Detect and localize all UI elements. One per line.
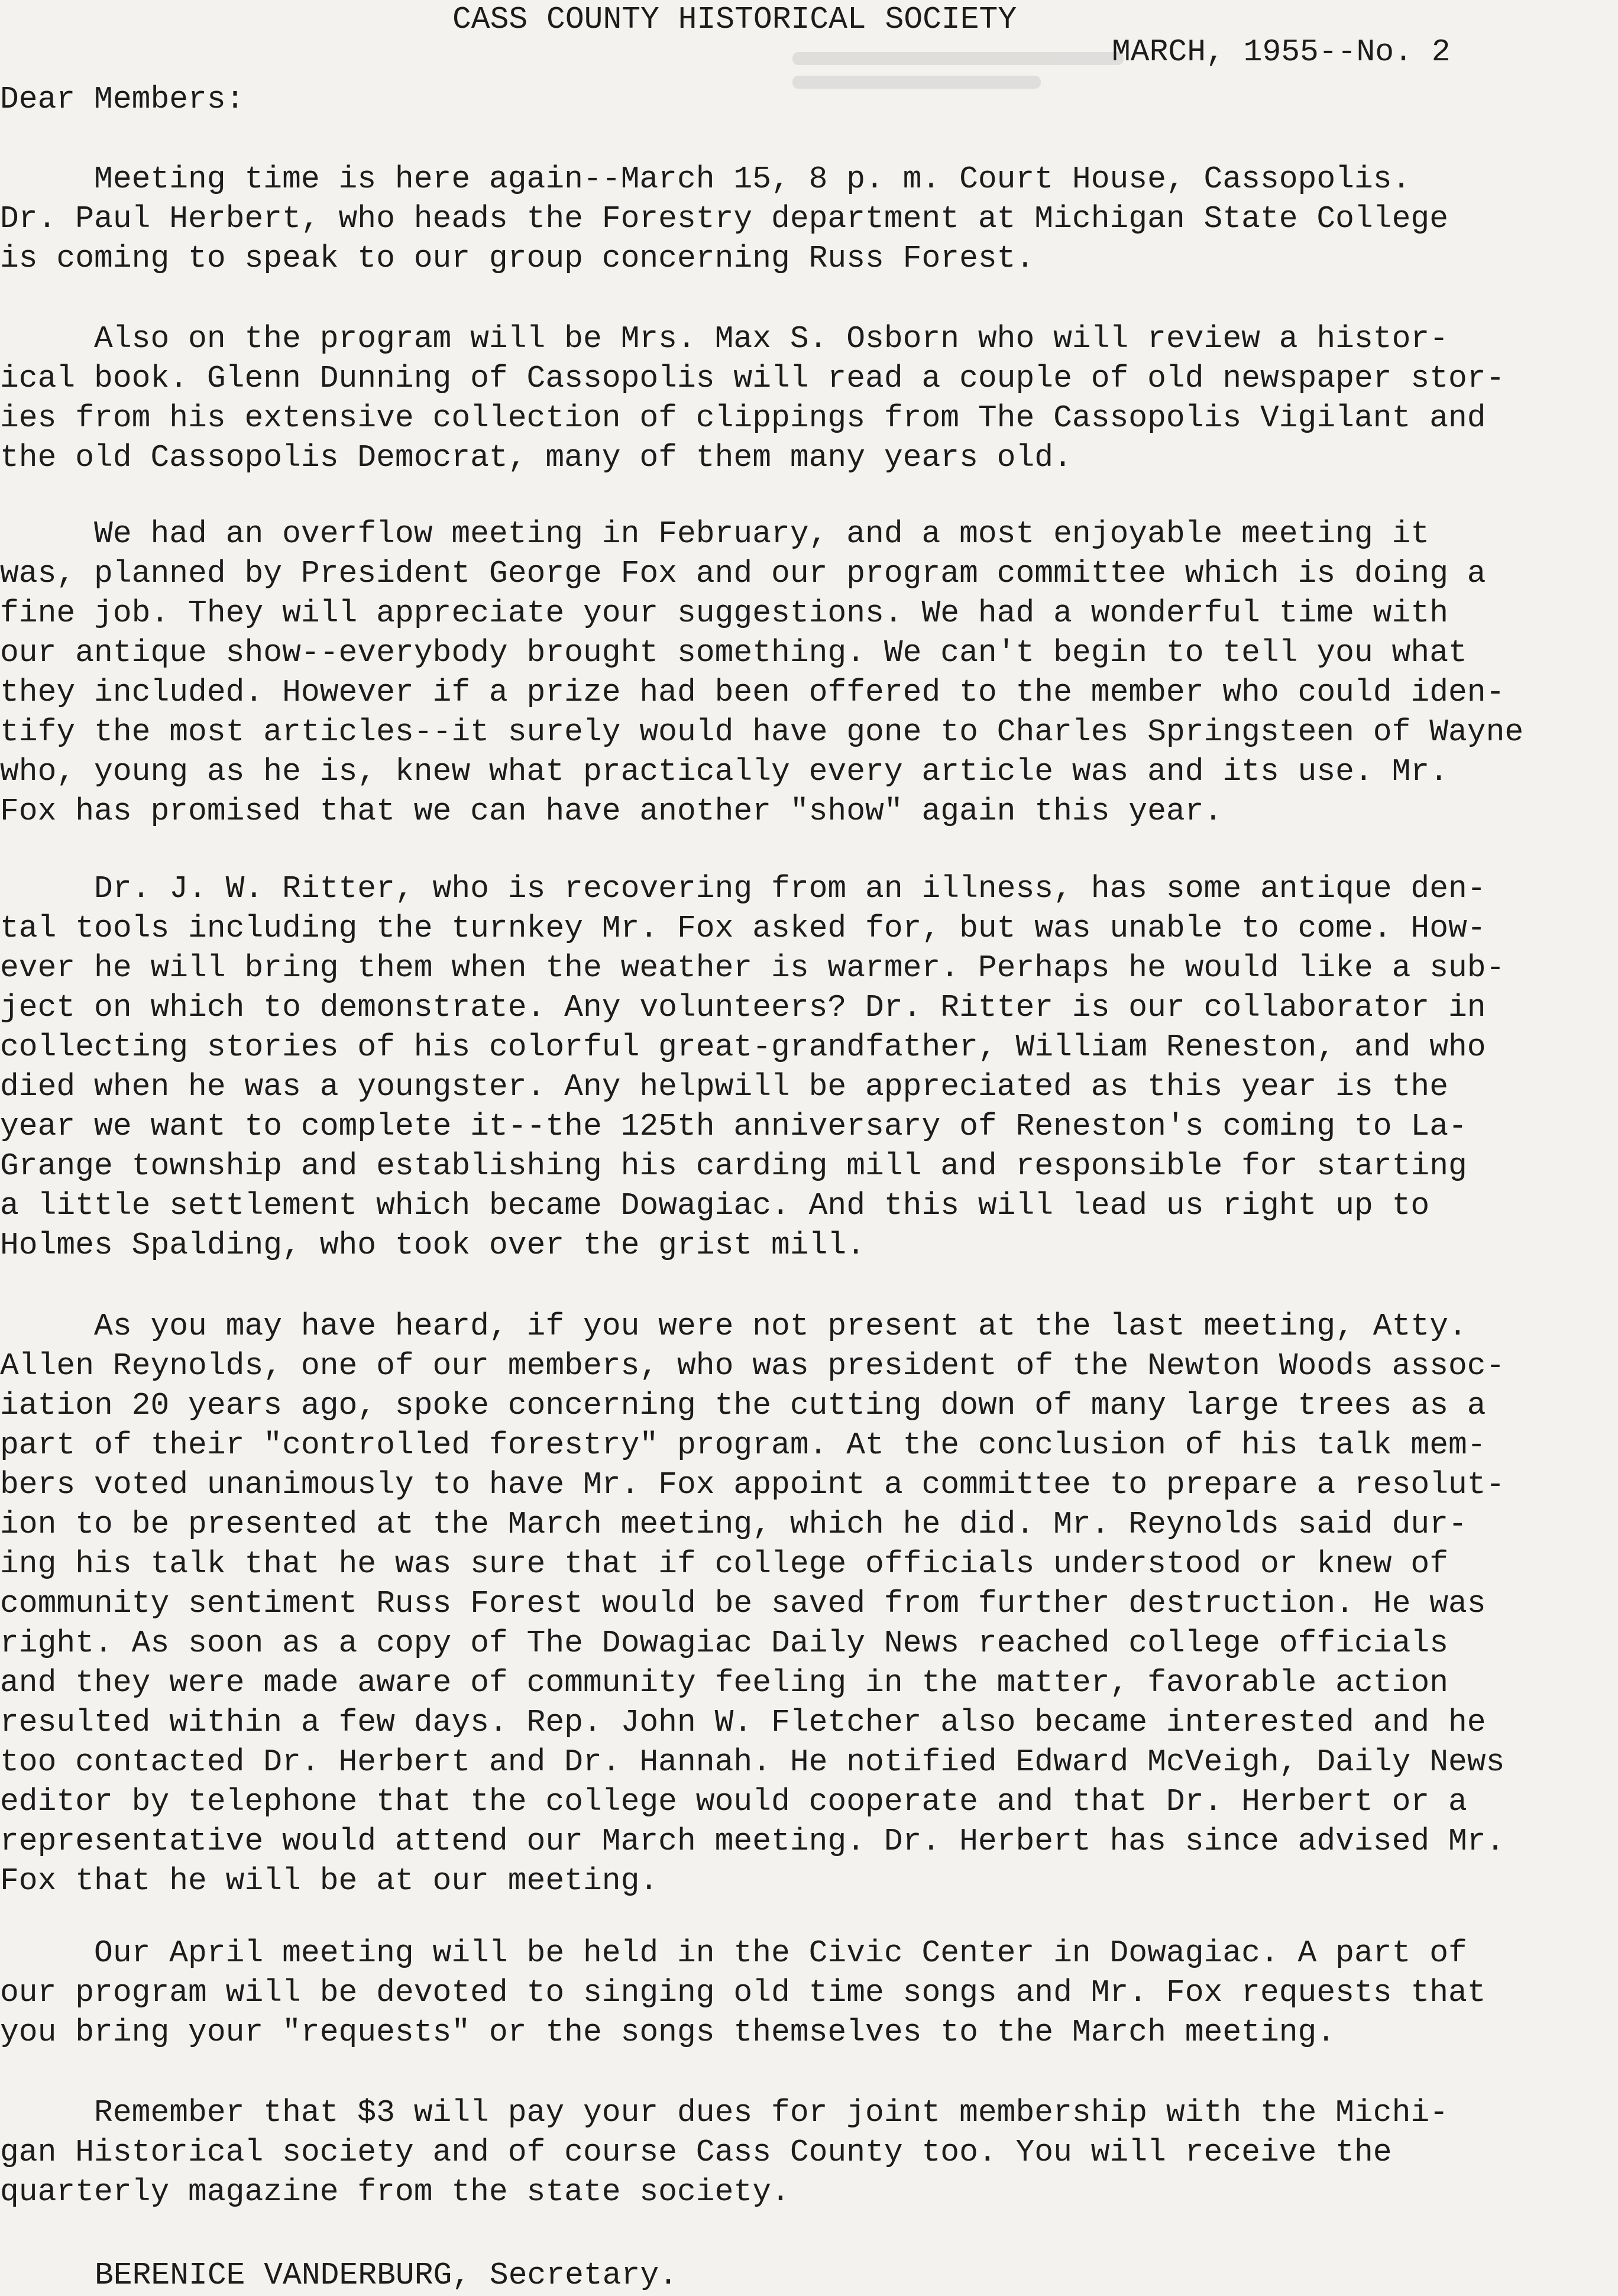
text-line: was, planned by President George Fox and our program committee which is doing a [0,556,1486,591]
text-line: Remember that $3 will pay your dues for joint membership with the Michi- [0,2095,1448,2130]
issue-date: MARCH, 1955--No. 2 [1112,34,1451,70]
text-line: they included. However if a prize had been offered to the member who could iden- [0,675,1505,710]
text-line: ion to be presented at the March meeting, which he did. Mr. Reynolds said dur- [0,1507,1467,1542]
text-line: fine job. They will appreciate your suggestions. We had a wonderful time with [0,595,1448,631]
text-line: you bring your "requests" or the songs themselves to the March meeting. [0,2015,1336,2050]
paragraph-april-meeting [0,1934,1618,2052]
text-line: our program will be devoted to singing old time songs and Mr. Fox requests that [0,1975,1486,2010]
text-line: community sentiment Russ Forest would be saved from further destruction. He was [0,1586,1486,1621]
text-line: who, young as he is, knew what practically every article was and its use. Mr. [0,754,1448,789]
text-line: Meeting time is here again--March 15, 8 p. m. Court House, Cassopolis. [0,161,1411,197]
paragraph-russ-forest [0,1307,1618,1901]
text-line: ing his talk that he was sure that if college officials understood or knew of [0,1546,1448,1582]
text-line: our antique show--everybody brought something. We can't begin to tell you what [0,635,1467,671]
text-line: resulted within a few days. Rep. John W. Fletcher also became interested and he [0,1705,1486,1740]
text-line: year we want to complete it--the 125th anniversary of Reneston's coming to La- [0,1109,1467,1144]
text-line: Grange township and establishing his carding mill and responsible for starting [0,1148,1467,1184]
show-through-text [769,46,1124,111]
text-line: Dr. Paul Herbert, who heads the Forestry department at Michigan State College [0,201,1448,237]
text-line: Our April meeting will be held in the Civic Center in Dowagiac. A part of [0,1935,1467,1971]
text-line: Also on the program will be Mrs. Max S. Osborn who will review a histor- [0,321,1448,357]
paragraph-dues [0,2093,1618,2212]
text-line: editor by telephone that the college would cooperate and that Dr. Herbert or a [0,1784,1467,1819]
text-line: bers voted unanimously to have Mr. Fox appoint a committee to prepare a resolut- [0,1467,1505,1502]
paragraph-program [0,319,1618,478]
text-line: ies from his extensive collection of clippings from The Cassopolis Vigilant and [0,400,1486,436]
text-line: ical book. Glenn Dunning of Cassopolis will read a couple of old newspaper stor- [0,361,1505,396]
letterhead-title: CASS COUNTY HISTORICAL SOCIETY [452,2,1017,37]
signature-line: BERENICE VANDERBURG, Secretary. [95,2258,678,2293]
text-line: Dr. J. W. Ritter, who is recovering from an illness, has some antique den- [0,871,1486,906]
text-line: died when he was a youngster. Any helpwill be appreciated as this year is the [0,1069,1448,1105]
paragraph-meeting-time [0,160,1618,279]
text-line: collecting stories of his colorful great-grandfather, William Reneston, and who [0,1029,1486,1065]
text-line: tal tools including the turnkey Mr. Fox asked for, but was unable to come. How- [0,911,1486,946]
text-line: quarterly magazine from the state society. [0,2174,790,2210]
text-line: iation 20 years ago, spoke concerning the cutting down of many large trees as a [0,1388,1486,1423]
text-line: Fox that he will be at our meeting. [0,1863,659,1899]
text-line: too contacted Dr. Herbert and Dr. Hannah. He notified Edward McVeigh, Daily News [0,1744,1505,1780]
text-line: the old Cassopolis Democrat, many of them many years old. [0,440,1072,475]
text-line: Allen Reynolds, one of our members, who was president of the Newton Woods assoc- [0,1348,1505,1384]
paragraph-antique-show [0,514,1618,831]
text-line: and they were made aware of community feeling in the matter, favorable action [0,1665,1448,1701]
salutation: Dear Members: [0,82,245,117]
text-line: right. As soon as a copy of The Dowagiac Daily News reached college officials [0,1625,1448,1661]
text-line: part of their "controlled forestry" program. At the conclusion of his talk mem- [0,1427,1486,1463]
text-line: representative would attend our March meeting. Dr. Herbert has since advised Mr. [0,1824,1505,1859]
text-line: tify the most articles--it surely would have gone to Charles Springsteen of Wayne [0,714,1524,750]
text-line: We had an overflow meeting in February, and a most enjoyable meeting it [0,516,1430,552]
text-line: ject on which to demonstrate. Any volunteers? Dr. Ritter is our collaborator in [0,990,1486,1025]
text-line: Holmes Spalding, who took over the grist mill. [0,1228,866,1263]
text-line: Fox has promised that we can have another "show" again this year. [0,794,1223,829]
text-line: gan Historical society and of course Cass County too. You will receive the [0,2135,1392,2170]
paragraph-dr-ritter [0,869,1618,1265]
text-line: As you may have heard, if you were not present at the last meeting, Atty. [0,1309,1467,1344]
text-line: a little settlement which became Dowagiac. And this will lead us right up to [0,1188,1430,1223]
text-line: ever he will bring them when the weather is warmer. Perhaps he would like a sub- [0,950,1505,986]
text-line: is coming to speak to our group concerning Russ Forest. [0,241,1035,276]
